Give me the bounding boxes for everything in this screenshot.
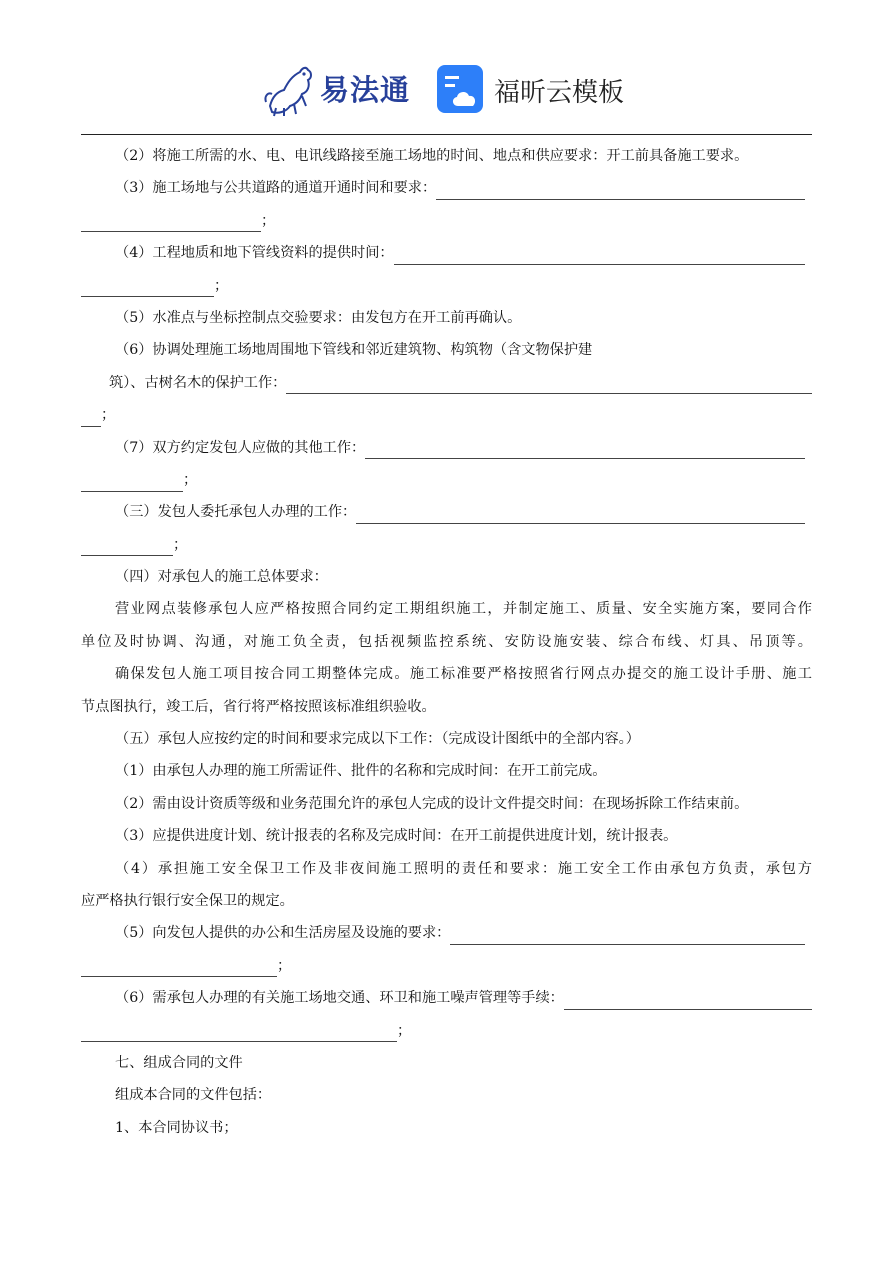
text-span: 筑）、古树名木的保护工作： bbox=[109, 374, 287, 391]
paragraph-line bbox=[81, 237, 812, 269]
fill-in-blank bbox=[81, 473, 183, 492]
text-span: ； bbox=[261, 212, 276, 229]
fill-in-blank bbox=[394, 246, 805, 265]
text-span: （5）水准点与坐标控制点交验要求：由发包方在开工前再确认。 bbox=[115, 309, 522, 326]
header-divider bbox=[81, 134, 812, 135]
fill-in-blank bbox=[450, 926, 805, 945]
paragraph-line bbox=[81, 820, 812, 852]
text-span: （2）将施工所需的水、电、电讯线路接至施工场地的时间、地点和供应要求：开工前具备施工要求。 bbox=[115, 148, 749, 164]
paragraph-line bbox=[81, 464, 812, 496]
text-span: （6）协调处理施工场地周围地下管线和邻近建筑物、构筑物（含文物保护建 bbox=[115, 342, 593, 359]
text-span: 七、组成合同的文件 bbox=[115, 1054, 243, 1071]
paragraph-line bbox=[81, 302, 812, 334]
text-span: （5）向发包人提供的办公和生活房屋及设施的要求： bbox=[115, 925, 451, 942]
fill-in-blank bbox=[564, 991, 812, 1010]
paragraph-line bbox=[81, 529, 812, 561]
paragraph-line bbox=[81, 496, 812, 528]
paragraph-line bbox=[81, 593, 812, 625]
text-span: （三）发包人委托承包人办理的工作： bbox=[115, 504, 357, 521]
text-span: （1）由承包人办理的施工所需证件、批件的名称和完成时间：在开工前完成。 bbox=[115, 763, 607, 780]
text-span: （2）需由设计资质等级和业务范围允许的承包人完成的设计文件提交时间：在现场拆除工作结束前。 bbox=[115, 795, 749, 812]
paragraph-line bbox=[81, 917, 812, 949]
text-span: （五）承包人应按约定的时间和要求完成以下工作：（完成设计图纸中的全部内容。） bbox=[115, 731, 640, 748]
text-span: 应严格执行银行安全保卫的规定。 bbox=[81, 892, 294, 909]
fill-in-blank bbox=[81, 408, 101, 427]
paragraph-line bbox=[81, 1112, 812, 1144]
text-span: 组成本合同的文件包括： bbox=[115, 1087, 272, 1104]
paragraph-line bbox=[81, 788, 812, 820]
text-span: ； bbox=[214, 277, 229, 294]
paragraph-line bbox=[81, 432, 812, 464]
paragraph-line bbox=[81, 853, 812, 885]
fill-in-blank bbox=[356, 505, 805, 524]
text-span: 单位及时协调、沟通，对施工负全责，包括视频监控系统、安防设施安装、综合布线、灯具、吊顶等。 bbox=[81, 633, 812, 650]
qilin-icon bbox=[262, 62, 322, 118]
text-span: 节点图执行，竣工后，省行将严格按照该标准组织验收。 bbox=[81, 698, 436, 715]
text-span: ； bbox=[397, 1022, 412, 1039]
section-heading bbox=[81, 1047, 812, 1079]
text-span: （4）承担施工安全保卫工作及非夜间施工照明的责任和要求：施工安全工作由承包方负责，承包方 bbox=[115, 860, 812, 877]
text-span: ； bbox=[183, 471, 198, 488]
fill-in-blank bbox=[81, 537, 173, 556]
text-span: （3）施工场地与公共道路的通道开通时间和要求： bbox=[115, 180, 437, 197]
paragraph-line bbox=[81, 950, 812, 982]
paragraph-line bbox=[81, 1079, 812, 1111]
cloud-document-icon bbox=[436, 64, 486, 116]
fill-in-blank bbox=[286, 375, 812, 394]
text-span: （4）工程地质和地下管线资料的提供时间： bbox=[115, 245, 394, 262]
page-header bbox=[0, 58, 893, 124]
paragraph-line bbox=[81, 334, 812, 366]
paragraph-line bbox=[81, 691, 812, 723]
paragraph-line bbox=[81, 723, 812, 755]
paragraph-line bbox=[81, 658, 812, 690]
text-span: ； bbox=[277, 957, 292, 974]
text-span: 营业网点装修承包人应严格按照合同约定工期组织施工，并制定施工、质量、安全实施方案，要同合作 bbox=[115, 601, 812, 618]
text-span: （3）应提供进度计划、统计报表的名称及完成时间：在开工前提供进度计划，统计报表。 bbox=[115, 828, 678, 845]
paragraph-line bbox=[81, 561, 812, 593]
paragraph-line bbox=[81, 885, 812, 917]
paragraph-line bbox=[81, 205, 812, 237]
fill-in-blank bbox=[81, 213, 261, 232]
paragraph-line bbox=[81, 626, 812, 658]
logo-left-text: 易法通 bbox=[320, 73, 411, 107]
text-span: ； bbox=[173, 536, 188, 553]
foxit-template-logo bbox=[436, 64, 636, 116]
text-span: 1、本合同协议书； bbox=[115, 1119, 238, 1136]
paragraph-line bbox=[81, 140, 812, 172]
text-span: （6）需承包人办理的有关施工场地交通、环卫和施工噪声管理等手续： bbox=[115, 990, 564, 1007]
document-body bbox=[81, 140, 812, 1144]
fill-in-blank bbox=[81, 1023, 397, 1042]
fill-in-blank bbox=[436, 181, 805, 200]
fill-in-blank bbox=[81, 278, 214, 297]
paragraph-line bbox=[81, 270, 812, 302]
paragraph-line bbox=[81, 1015, 812, 1047]
yifatong-logo bbox=[262, 62, 412, 118]
text-span: ； bbox=[101, 407, 116, 424]
paragraph-line bbox=[81, 755, 812, 787]
text-span: （四）对承包人的施工总体要求： bbox=[115, 569, 328, 586]
paragraph-line bbox=[81, 982, 812, 1014]
logo-right-text: 福昕云模板 bbox=[494, 78, 625, 108]
fill-in-blank bbox=[365, 440, 805, 459]
paragraph-line bbox=[81, 367, 812, 399]
paragraph-line bbox=[81, 399, 812, 431]
text-span: 确保发包人施工项目按合同工期整体完成。施工标准要严格按照省行网点办提交的施工设计手册、施工 bbox=[115, 666, 812, 683]
fill-in-blank bbox=[81, 958, 277, 977]
paragraph-line bbox=[81, 172, 812, 204]
text-span: （7）双方约定发包人应做的其他工作： bbox=[115, 439, 366, 456]
